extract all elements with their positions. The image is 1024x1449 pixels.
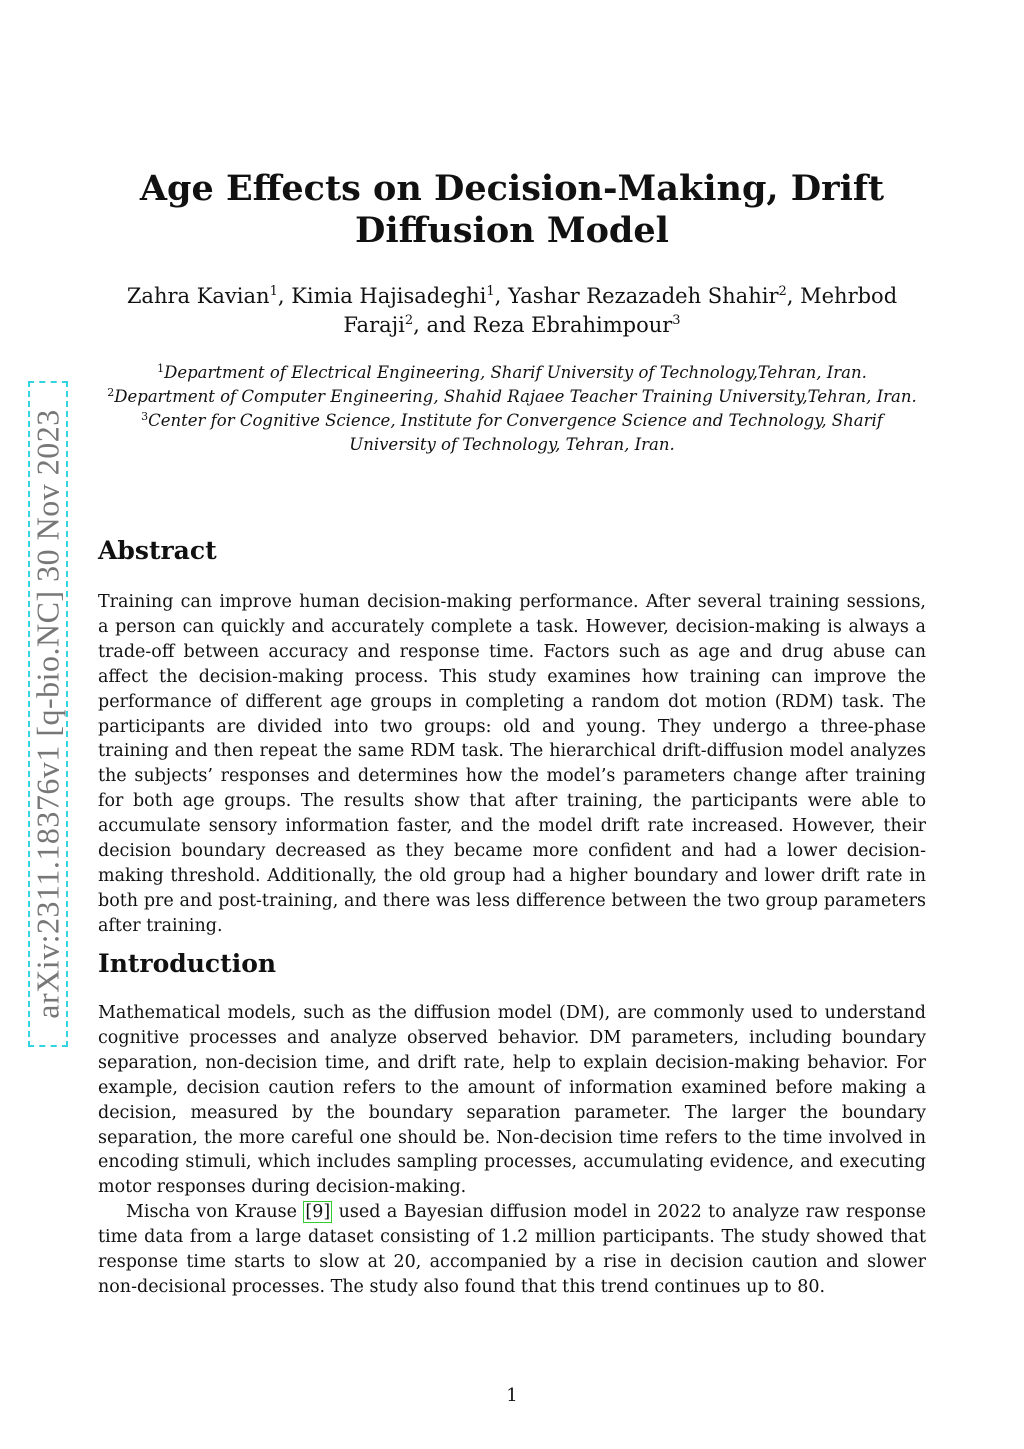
author: Yashar Rezazadeh Shahir: [508, 284, 779, 308]
paragraph-text: used a Bayesian diffusion model in 2022 to analyze raw response time data from a large dataset consisting of 1.2 million participants. The study showed that response time starts to slow at 20, accompanied by a rise in decision caution and slower non-decisional processes. The study also found that this trend continues up to 80.: [98, 1202, 926, 1297]
paper-title: Age Effects on Decision-Making, Drift Diffusion Model: [139, 168, 885, 251]
affiliation: [98, 385, 926, 409]
page-number: 1: [506, 1385, 518, 1406]
affiliation-text: Center for Cognitive Science, Institute for Convergence Science and Technology, Sharif University of Technology, Tehran, Iran.: [148, 411, 883, 454]
affiliation-number: 3: [141, 410, 149, 423]
affiliation-number: 2: [107, 386, 115, 399]
arxiv-stamp-text: arXiv:2311.18376v1 [q-bio.NC] 30 Nov 2023: [29, 409, 66, 1019]
introduction-paragraph-1: Mathematical models, such as the diffusion model (DM), are commonly used to understand cognitive processes and analyze observed behavior. DM parameters, including boundary separation, non-decision time, and drift rate, help to explain decision-making behavior. For example, decision caution refers to the amount of information examined before making a decision, measured by the boundary separation parameter. The larger the boundary separation, the more careful one should be. Non-decision time refers to the time involved in encoding stimuli, which includes sampling processes, accumulating evidence, and executing motor responses during decision-making.: [98, 1003, 926, 1198]
author: Zahra Kavian: [126, 284, 270, 308]
arxiv-stamp[interactable]: [28, 381, 68, 1047]
author-separator: ,: [786, 284, 801, 308]
author-affil-mark: 1: [486, 284, 495, 299]
paragraph-text: Mischa von Krause: [126, 1202, 304, 1222]
introduction-paragraph-2: [98, 1200, 926, 1300]
citation-link[interactable]: [9]: [305, 1202, 331, 1222]
affiliation: [98, 361, 926, 385]
abstract-text: Training can improve human decision-making performance. After several training sessions, a person can quickly and accurately complete a task. However, decision-making is always a trade-off between accuracy and response time. Factors such as age and drug abuse can affect the decision-making process. This study examines how training can improve the performance of different age groups in completing a random dot motion (RDM) task. The participants are divided into two groups: old and young. They undergo a three-phase training and then repeat the same RDM task. The hierarchical drift-diffusion model analyzes the subjects’ responses and determines how the model’s parameters change after training for both age groups. The results show that after training, the participants were able to accumulate sensory information faster, and the model drift rate increased. However, their decision boundary decreased as they became more confident and had a lower decision-making threshold. Additionally, the old group had a higher boundary and lower drift rate in both pre and post-training, and there was less difference between the two group parameters after training.: [98, 592, 926, 936]
author-separator: , and: [413, 313, 473, 337]
affiliation-number: 1: [157, 362, 165, 375]
author-separator: ,: [494, 284, 508, 308]
author: Reza Ebrahimpour: [472, 313, 673, 337]
author-list: [104, 282, 920, 340]
abstract-heading: Abstract: [98, 536, 217, 565]
author: Mehrbod Faraji: [343, 284, 898, 337]
author-affil-mark: 1: [269, 284, 278, 299]
author-affil-mark: 3: [672, 313, 681, 328]
affiliation-list: [98, 361, 926, 457]
affiliation-text: Department of Computer Engineering, Shahid Rajaee Teacher Training University,Tehran, Iran.: [114, 387, 917, 406]
author-affil-mark: 2: [404, 313, 414, 328]
introduction-heading: Introduction: [98, 949, 277, 978]
affiliation-text: Department of Electrical Engineering, Sharif University of Technology,Tehran, Iran.: [164, 363, 867, 382]
author-separator: ,: [277, 284, 292, 308]
author-affil-mark: 2: [778, 284, 787, 299]
author: Kimia Hajisadeghi: [291, 284, 487, 308]
affiliation: [98, 409, 926, 457]
